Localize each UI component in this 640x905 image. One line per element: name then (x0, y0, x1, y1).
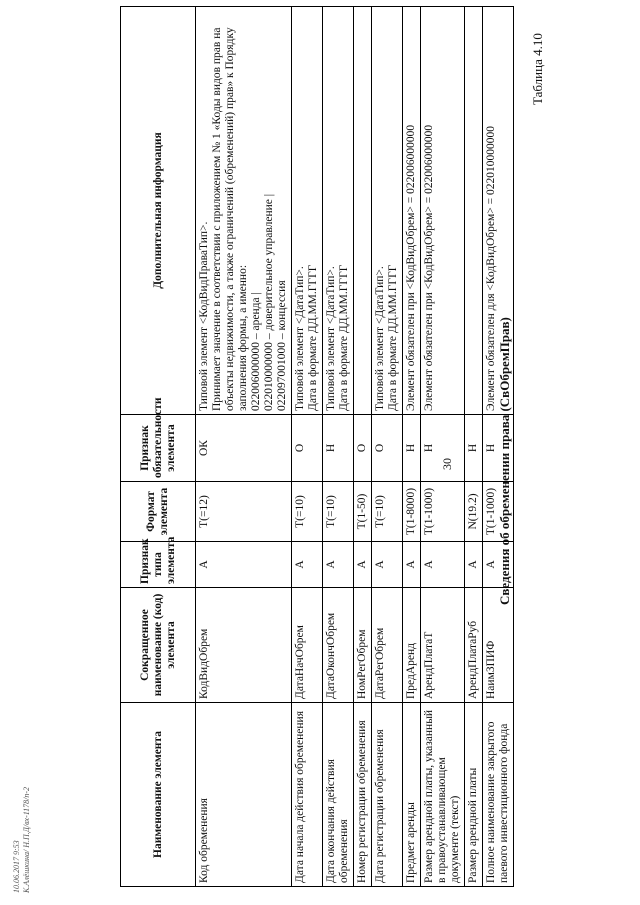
cell-type: А (421, 542, 465, 588)
table-caption: Сведения об обременении права (СвОбремПрав) (497, 317, 512, 605)
cell-type: А (483, 542, 514, 588)
cell-format: Т(=10) (323, 482, 354, 542)
cell-type: А (292, 542, 323, 588)
cell-element-name: Дата регистрации обременения (372, 703, 403, 887)
cell-short-code: ДатаОкончОбрем (323, 588, 354, 703)
cell-element-name: Полное наименование закрытого паевого инвестиционного фонда (483, 703, 514, 887)
cell-element-name: Номер регистрации обременения (354, 703, 372, 887)
cell-format: N(19.2) (465, 482, 483, 542)
cell-type: А (372, 542, 403, 588)
cell-info: Типовой элемент <ДатаТип>. Дата в формате ДД.ММ.ГГГГ (323, 7, 354, 415)
cell-required: Н (465, 415, 483, 482)
cell-type: А (403, 542, 421, 588)
cell-type: А (323, 542, 354, 588)
cell-element-name: Код обременения (196, 703, 292, 887)
table-row (372, 7, 403, 887)
header-element-name: Наименование элемента (121, 703, 196, 887)
cell-element-name: Размер арендной платы (465, 703, 483, 887)
page-number: 30 (440, 458, 454, 470)
cell-element-name: Дата начала действия обременения (292, 703, 323, 887)
cell-required: Н (403, 415, 421, 482)
header-short-code: Сокращенное наименование (код) элемента (121, 588, 196, 703)
table-row (292, 7, 323, 887)
cell-info: Типовой элемент <ДатаТип>. Дата в формате ДД.ММ.ГГГГ (372, 7, 403, 415)
table-row (465, 7, 483, 887)
table-row (483, 7, 514, 887)
cell-type: А (465, 542, 483, 588)
cell-format: Т(1-8000) (403, 482, 421, 542)
header-info: Дополнительная информация (121, 7, 196, 415)
cell-required: Н (323, 415, 354, 482)
cell-required: О (292, 415, 323, 482)
cell-short-code: ПредАренд (403, 588, 421, 703)
cell-short-code: НаимЗПИФ (483, 588, 514, 703)
table-row (323, 7, 354, 887)
cell-info: Типовой элемент <ДатаТип>. Дата в формате ДД.ММ.ГГГГ (292, 7, 323, 415)
table-row (403, 7, 421, 887)
header-type: Признак типа элемента (121, 542, 196, 588)
cell-format: Т(1-1000) (483, 482, 514, 542)
cell-required: О (354, 415, 372, 482)
cell-element-name: Предмет аренды (403, 703, 421, 887)
cell-required: О (372, 415, 403, 482)
cell-short-code: КодВидОбрем (196, 588, 292, 703)
cell-format: Т(=10) (372, 482, 403, 542)
cell-format: Т(1-1000) (421, 482, 465, 542)
cell-info: Элемент обязателен при <КодВидОбрем> = 022006000000 (403, 7, 421, 415)
cell-short-code: ДатаРегОбрем (372, 588, 403, 703)
cell-type: А (354, 542, 372, 588)
cell-short-code: НомРегОбрем (354, 588, 372, 703)
cell-info: Элемент обязателен для <КодВидОбрем> = 022010000000 (483, 7, 514, 415)
cell-info (465, 7, 483, 415)
cell-format: Т(1-50) (354, 482, 372, 542)
cell-required: Н (483, 415, 514, 482)
cell-short-code: ДатаНачОбрем (292, 588, 323, 703)
cell-short-code: АрендПлатаТ (421, 588, 465, 703)
cell-short-code: АрендПлатаРуб (465, 588, 483, 703)
cell-info: Типовой элемент <КодВидПраваТип>. Принимает значение в соответствии с приложением № 1 «Коды видов прав на объекты недвижимости, а также ограничений (обременений) прав» к Порядку заполнения формы, а именно: 022006000000 – аренда | 022010000000 – доверительное управление | 022097001000 – концессия (196, 7, 292, 415)
header-format: Формат элемента (121, 482, 196, 542)
table-row (421, 7, 465, 887)
cell-format: Т(=12) (196, 482, 292, 542)
cell-required: Н (421, 415, 465, 482)
cell-element-name: Размер арендной платы, указанный в правоустанавливающем документе (текст) (421, 703, 465, 887)
cell-info: Элемент обязателен при <КодВидОбрем> = 022006000000 (421, 7, 465, 415)
cell-format: Т(=10) (292, 482, 323, 542)
table-header-row (121, 7, 196, 887)
registration-stamp: 10.06.2017 9:53 К.Алёшкина/ Н.П.Д/вх-1178/п-2 (12, 786, 31, 893)
table-row (354, 7, 372, 887)
table-row (196, 7, 292, 887)
cell-type: А (196, 542, 292, 588)
cell-element-name: Дата окончания действия обременения (323, 703, 354, 887)
header-required: Признак обязательности элемента (121, 415, 196, 482)
cell-required: ОК (196, 415, 292, 482)
elements-table (120, 6, 514, 887)
table-body (196, 7, 514, 887)
cell-info (354, 7, 372, 415)
table-number: Таблица 4.10 (530, 33, 545, 105)
